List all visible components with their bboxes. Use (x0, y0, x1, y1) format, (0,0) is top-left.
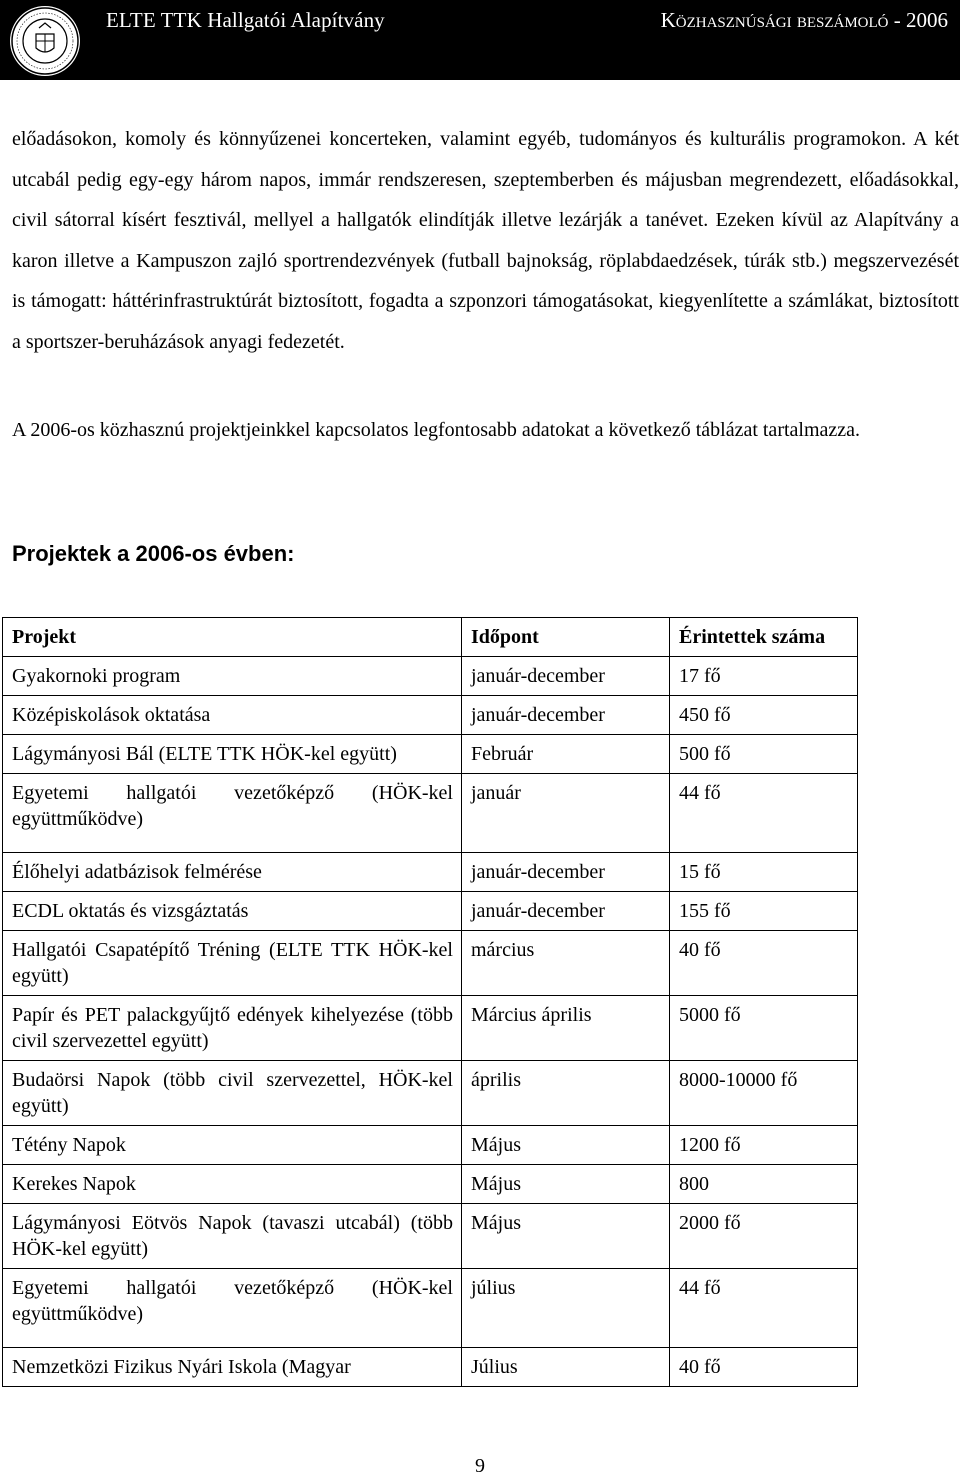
project-cell: Élőhelyi adatbázisok felmérése (3, 853, 462, 892)
table-header-row (3, 618, 858, 657)
table-row (3, 931, 858, 996)
date-cell: Március április (462, 996, 670, 1061)
project-cell: Egyetemi hallgatói vezetőképző (HÖK-kel együttműködve) (3, 1269, 462, 1348)
table-row (3, 1126, 858, 1165)
table-row (3, 1269, 858, 1348)
participants-cell: 17 fő (670, 657, 858, 696)
participants-cell: 40 fő (670, 931, 858, 996)
table-row (3, 774, 858, 853)
participants-cell: 44 fő (670, 774, 858, 853)
project-cell: ECDL oktatás és vizsgáztatás (3, 892, 462, 931)
page-number: 9 (475, 1455, 485, 1477)
page-header (0, 0, 960, 80)
date-cell: Május (462, 1126, 670, 1165)
section-title: Projektek a 2006-os évben: (12, 541, 295, 566)
table-row (3, 657, 858, 696)
project-cell: Középiskolások oktatása (3, 696, 462, 735)
project-cell: Papír és PET palackgyűjtő edények kihelyezése (több civil szervezettel együtt) (3, 996, 462, 1061)
project-cell: Nemzetközi Fizikus Nyári Iskola (Magyar (3, 1348, 462, 1387)
participants-cell: 450 fő (670, 696, 858, 735)
table-row (3, 996, 858, 1061)
table-row (3, 735, 858, 774)
table-row (3, 1061, 858, 1126)
participants-cell: 800 (670, 1165, 858, 1204)
date-cell: július (462, 1269, 670, 1348)
participants-cell: 155 fő (670, 892, 858, 931)
table-row (3, 892, 858, 931)
column-header: Projekt (3, 618, 462, 657)
project-cell: Egyetemi hallgatói vezetőképző (HÖK-kel együttműködve) (3, 774, 462, 853)
participants-cell: 15 fő (670, 853, 858, 892)
date-cell: január-december (462, 696, 670, 735)
project-cell: Gyakornoki program (3, 657, 462, 696)
date-cell: január-december (462, 853, 670, 892)
participants-cell: 40 fő (670, 1348, 858, 1387)
project-cell: Tétény Napok (3, 1126, 462, 1165)
participants-cell: 44 fő (670, 1269, 858, 1348)
date-cell: március (462, 931, 670, 996)
table-row (3, 696, 858, 735)
table-row (3, 1348, 858, 1387)
participants-cell: 5000 fő (670, 996, 858, 1061)
date-cell: április (462, 1061, 670, 1126)
date-cell: Július (462, 1348, 670, 1387)
date-cell: január-december (462, 892, 670, 931)
participants-cell: 1200 fő (670, 1126, 858, 1165)
participants-cell: 8000-10000 fő (670, 1061, 858, 1126)
table-row (3, 853, 858, 892)
header-report-title: Közhasznúsági beszámoló - 2006 (660, 8, 948, 32)
project-cell: Lágymányosi Eötvös Napok (tavaszi utcabál) (több HÖK-kel együtt) (3, 1204, 462, 1269)
column-header: Érintettek száma (670, 618, 858, 657)
participants-cell: 500 fő (670, 735, 858, 774)
table-row (3, 1204, 858, 1269)
date-cell: Május (462, 1165, 670, 1204)
project-cell: Hallgatói Csapatépítő Tréning (ELTE TTK HÖK-kel együtt) (3, 931, 462, 996)
body-paragraph: előadásokon, komoly és könnyűzenei koncerteken, valamint egyéb, tudományos és kulturális programokon. A két utcabál pedig egy-egy három napos, immár rendszeresen, szeptemberben és májusban megrendezett, előadásokkal, civil sátorral kísért fesztivál, mellyel a hallgatók elindítják illetve lezárják a tanévet. Ezeken kívül az Alapítvány a karon illetve a Kampuszon zajló sportrendezvények (futball bajnokság, röplabdaedzések, túrák stb.) megszervezését is támogatt: háttérinfrastruktúrát biztosított, fogadta a szponzori támogatásokat, kiegyenlítette a számlákat, biztosított a sportszer-beruházások anyagi fedezetét. (12, 128, 959, 353)
body-paragraph: A 2006-os közhasznú projektjeinkkel kapcsolatos legfontosabb adatokat a következő táblázat tartalmazza. (12, 419, 861, 441)
project-cell: Lágymányosi Bál (ELTE TTK HÖK-kel együtt) (3, 735, 462, 774)
date-cell: Február (462, 735, 670, 774)
date-cell: Május (462, 1204, 670, 1269)
column-header: Időpont (462, 618, 670, 657)
project-cell: Kerekes Napok (3, 1165, 462, 1204)
table-row (3, 1165, 858, 1204)
participants-cell: 2000 fő (670, 1204, 858, 1269)
project-cell: Budaörsi Napok (több civil szervezettel, HÖK-kel együtt) (3, 1061, 462, 1126)
university-seal-logo-icon (8, 4, 82, 78)
header-title: ELTE TTK Hallgatói Alapítvány (106, 8, 385, 32)
projects-table (2, 617, 858, 1387)
date-cell: január-december (462, 657, 670, 696)
date-cell: január (462, 774, 670, 853)
